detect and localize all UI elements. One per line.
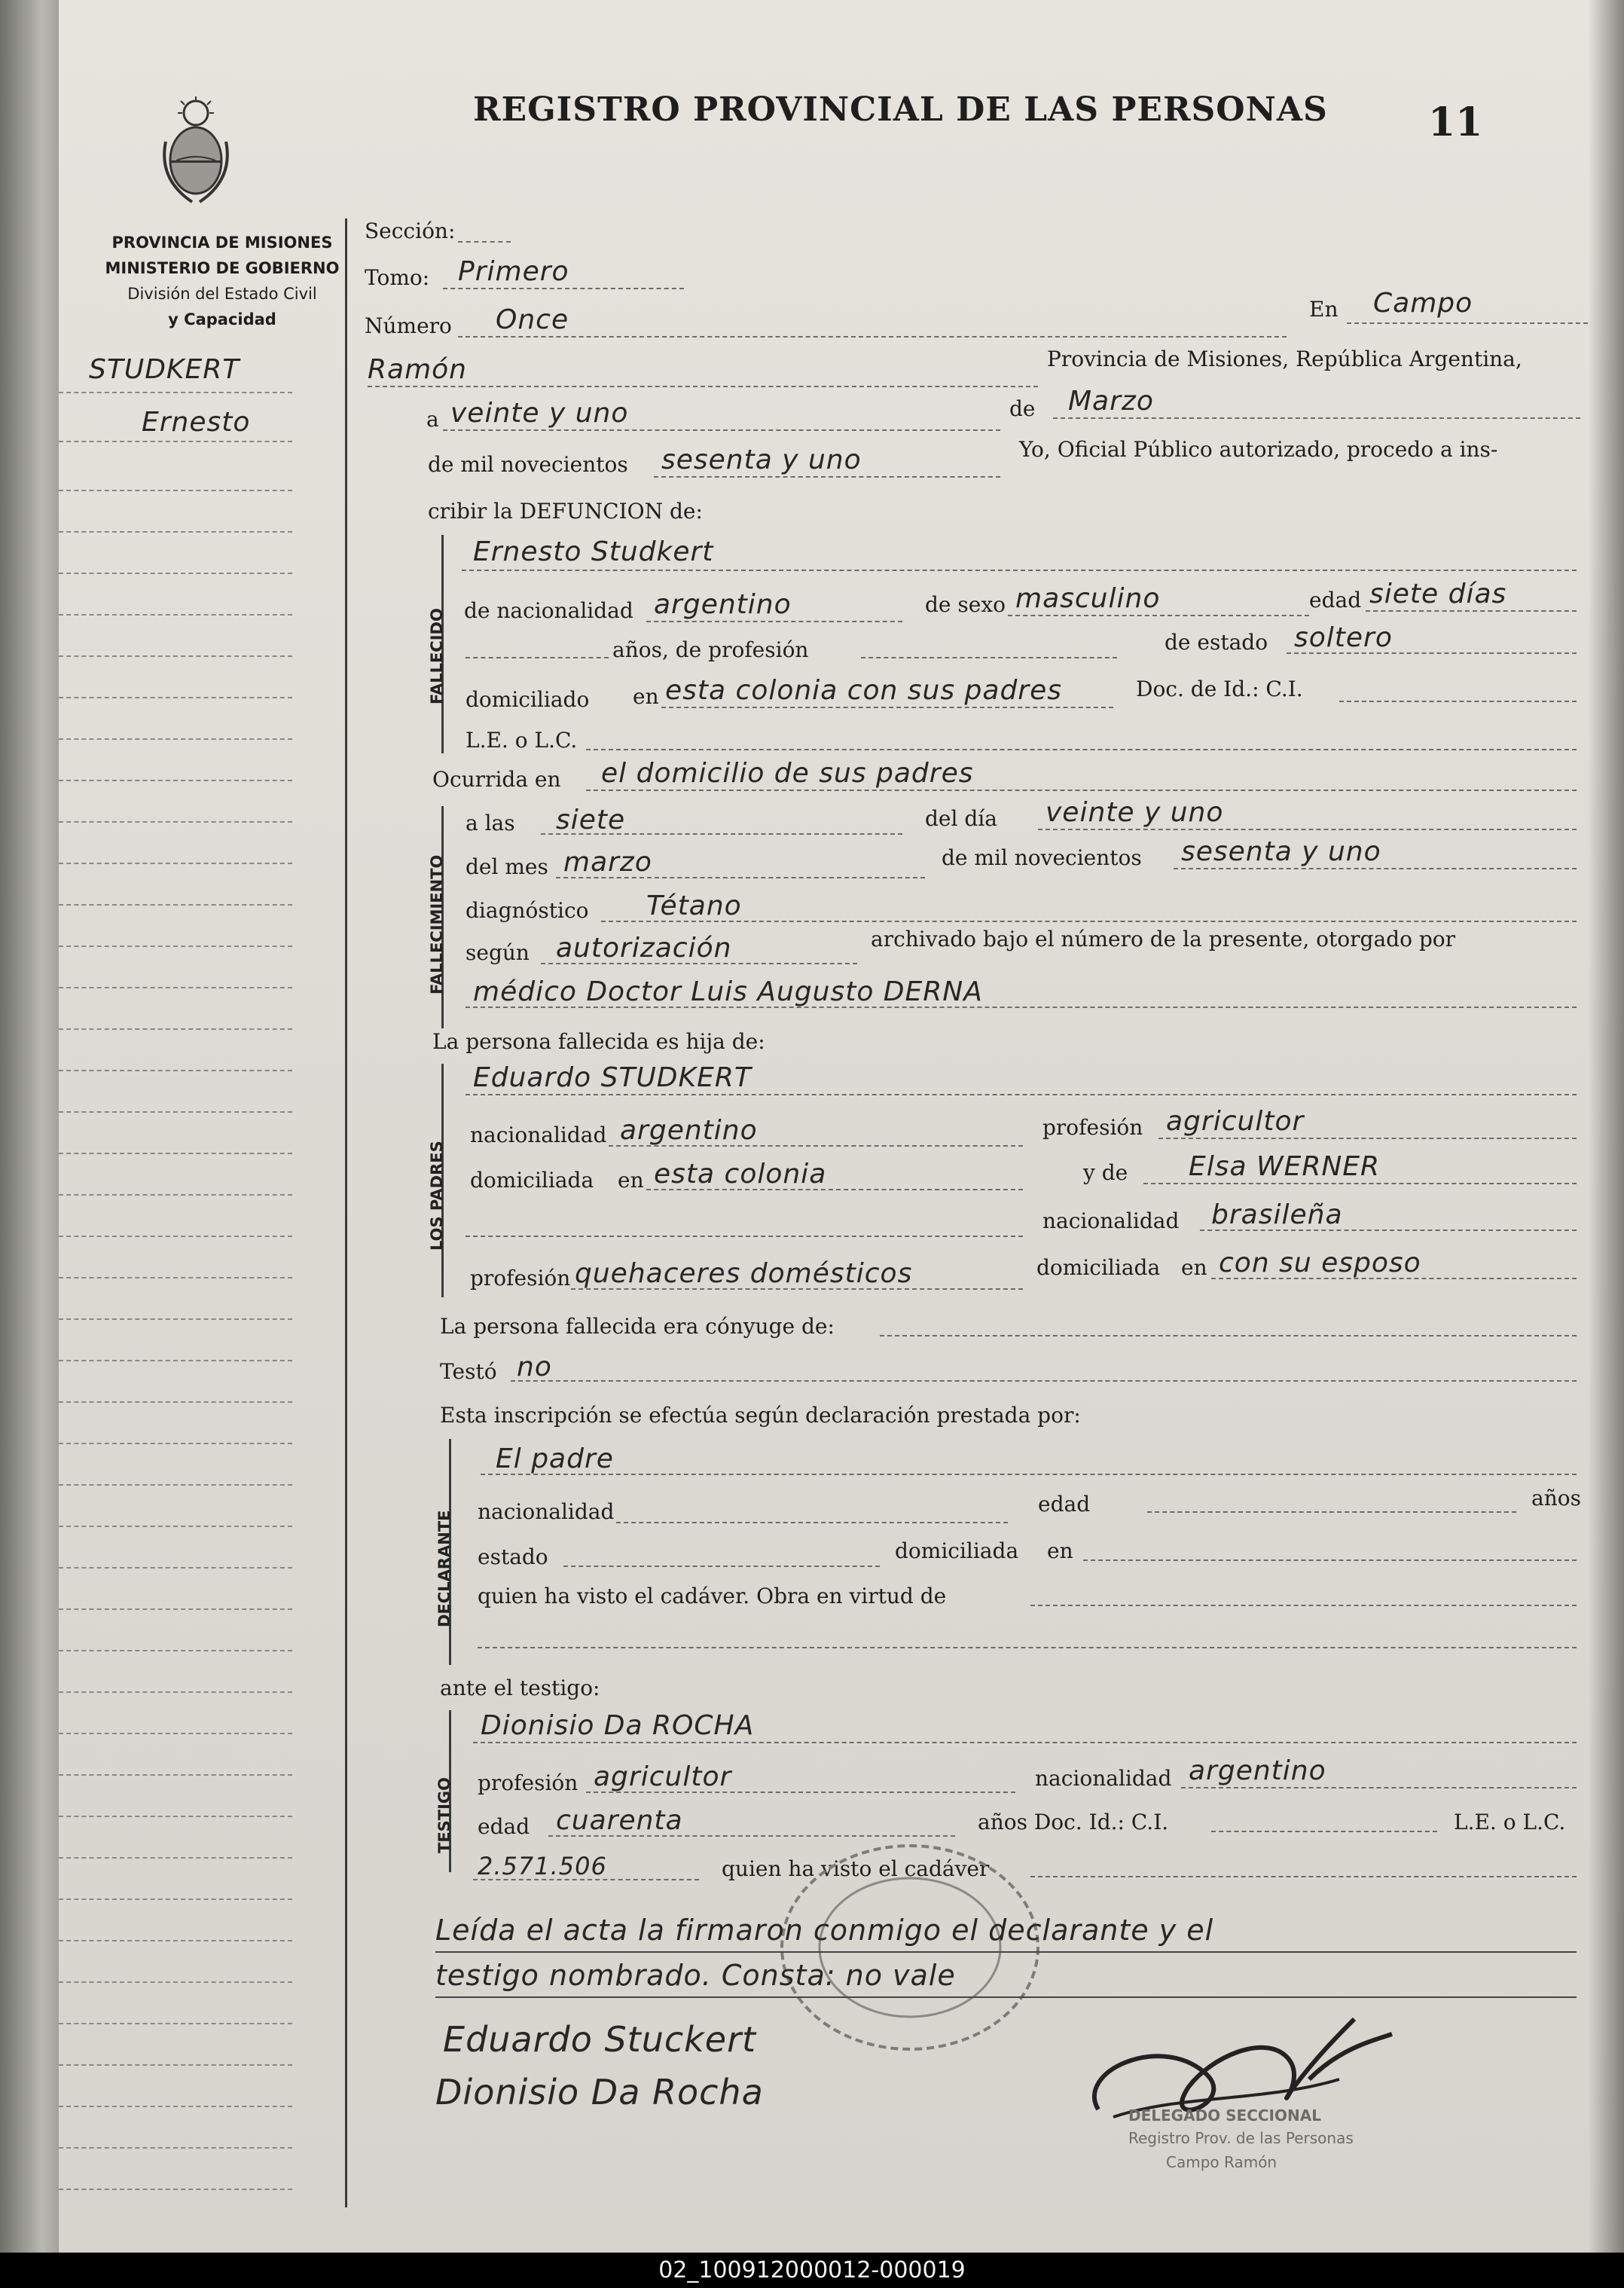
domicilio-value: esta colonia con sus padres xyxy=(665,675,1063,706)
declarante-estado-label: estado xyxy=(478,1544,548,1569)
padre-domiciliada-label: domiciliada xyxy=(470,1168,594,1193)
madre-profesion-value: quehaceres domésticos xyxy=(575,1258,913,1289)
margin-surname: STUDKERT xyxy=(89,354,240,385)
hora-value: siete xyxy=(556,805,626,835)
y-de-label: y de xyxy=(1083,1160,1128,1185)
padre-profesion-value: agricultor xyxy=(1166,1106,1305,1137)
ministry-line-4: y Capacidad xyxy=(168,310,276,328)
testo-value: no xyxy=(517,1352,552,1382)
anio-value: sesenta y uno xyxy=(1181,836,1381,867)
signature-declarante: Eduardo Stuckert xyxy=(443,2019,757,2060)
registry-stamp xyxy=(774,1838,1046,2057)
testigo-doc-value: 2.571.506 xyxy=(478,1852,607,1880)
dia-value: veinte y uno xyxy=(1046,797,1224,828)
nacionalidad-label: de nacionalidad xyxy=(464,598,633,623)
ocurrida-label: Ocurrida en xyxy=(432,767,561,792)
declarante-nacionalidad-label: nacionalidad xyxy=(478,1499,615,1524)
madre-nacionalidad-label: nacionalidad xyxy=(1042,1208,1180,1233)
fallecimiento-section-label: FALLECIMIENTO xyxy=(428,854,446,994)
testigo-nacionalidad-label: nacionalidad xyxy=(1035,1766,1172,1791)
ministry-line-2: MINISTERIO DE GOBIERNO xyxy=(105,259,340,277)
sexo-value: masculino xyxy=(1015,583,1161,614)
doc-id-label: Doc. de Id.: C.I. xyxy=(1136,677,1303,701)
argentina-coat-of-arms-icon xyxy=(151,96,241,209)
declarante-anos-label: años xyxy=(1531,1486,1581,1511)
padre-profesion-label: profesión xyxy=(1042,1115,1143,1140)
stamp-location-text: Campo Ramón xyxy=(1166,2153,1278,2171)
conyuge-label: La persona fallecida era cónyuge de: xyxy=(440,1314,835,1339)
closing-line-1: Leída el acta la firmaron conmigo el declarante y el xyxy=(435,1914,1214,1947)
declarante-en-label: en xyxy=(1047,1538,1073,1563)
padre-nacionalidad-label: nacionalidad xyxy=(470,1123,607,1147)
edad-value: siete días xyxy=(1369,579,1507,609)
en-label: En xyxy=(1309,297,1339,322)
declarante-name: El padre xyxy=(496,1443,614,1474)
padre-domicilio-value: esta colonia xyxy=(654,1159,827,1190)
padre-name: Eduardo STUDKERT xyxy=(473,1062,752,1093)
stamp-registro-text: Registro Prov. de las Personas xyxy=(1128,2129,1354,2147)
seccion-label: Sección: xyxy=(365,218,456,243)
domicilio-label: domiciliado xyxy=(466,687,590,712)
ocurrida-value: el domicilio de sus padres xyxy=(601,758,974,789)
segun-value: autorización xyxy=(556,933,732,964)
de-label: de xyxy=(1009,396,1036,421)
padres-section-label: LOS PADRES xyxy=(428,1141,446,1251)
page-edge-shadow xyxy=(1588,0,1624,2253)
adjacent-page-edge xyxy=(0,0,60,2253)
declarante-domiciliada-label: domiciliada xyxy=(895,1538,1019,1563)
a-label: a xyxy=(426,407,439,432)
testigo-nacionalidad-value: argentino xyxy=(1189,1755,1326,1786)
padres-intro: La persona fallecida es hija de: xyxy=(432,1029,765,1054)
testigo-edad-value: cuarenta xyxy=(556,1805,683,1836)
anos-profesion-label: años, de profesión xyxy=(612,637,809,662)
madre-profesion-label: profesión xyxy=(470,1266,571,1291)
stamp-delegado-text: DELEGADO SECCIONAL xyxy=(1128,2106,1321,2125)
padre-en-label: en xyxy=(618,1168,644,1193)
segun-label: según xyxy=(466,940,530,965)
del-mes-label: del mes xyxy=(466,854,548,879)
archivado-text: archivado bajo el número de la presente, otorgado por xyxy=(871,927,1455,952)
page-number: 11 xyxy=(1428,99,1483,145)
madre-en-label: en xyxy=(1181,1255,1207,1280)
madre-domicilio-value: con su esposo xyxy=(1219,1248,1421,1278)
provincia-text: Provincia de Misiones, República Argentina, xyxy=(1047,347,1522,371)
testigo-edad-label: edad xyxy=(478,1814,530,1839)
madre-name: Elsa WERNER xyxy=(1189,1151,1381,1182)
sexo-label: de sexo xyxy=(925,592,1006,617)
domicilio-en-label: en xyxy=(633,684,659,709)
tomo-label: Tomo: xyxy=(365,265,430,290)
testigo-name: Dionisio Da ROCHA xyxy=(481,1710,755,1741)
testo-label: Testó xyxy=(440,1359,497,1384)
madre-nacionalidad-value: brasileña xyxy=(1211,1199,1343,1230)
testigo-profesion-label: profesión xyxy=(478,1770,578,1795)
oficial-text: Yo, Oficial Público autorizado, procedo a ins- xyxy=(1019,437,1498,462)
estado-label: de estado xyxy=(1165,630,1268,655)
signature-testigo: Dionisio Da Rocha xyxy=(435,2072,764,2112)
ministry-block xyxy=(75,230,369,332)
fallecimiento-mil-label: de mil novecientos xyxy=(942,845,1142,870)
ministry-line-1: PROVINCIA DE MISIONES xyxy=(111,234,333,252)
day-value: veinte y uno xyxy=(450,398,629,429)
testigo-intro: ante el testigo: xyxy=(440,1676,600,1700)
testigo-section-label: TESTIGO xyxy=(435,1776,453,1853)
numero-value: Once xyxy=(496,304,569,335)
closing-line-2: testigo nombrado. Consta: no vale xyxy=(435,1959,956,1992)
edad-label: edad xyxy=(1309,588,1362,612)
testigo-profesion-value: agricultor xyxy=(594,1761,732,1792)
nacionalidad-value: argentino xyxy=(654,589,792,620)
numero-label: Número xyxy=(365,313,452,338)
ministry-line-3: División del Estado Civil xyxy=(127,285,317,303)
del-dia-label: del día xyxy=(925,806,997,831)
month-value: Marzo xyxy=(1068,386,1154,417)
le-lc-label: L.E. o L.C. xyxy=(466,728,578,753)
year-value: sesenta y uno xyxy=(661,444,862,475)
estado-value: soltero xyxy=(1294,622,1393,653)
padre-nacionalidad-value: argentino xyxy=(620,1115,758,1146)
a-las-label: a las xyxy=(466,811,515,835)
fallecido-section-label: FALLECIDO xyxy=(428,608,446,704)
page-title: REGISTRO PROVINCIAL DE LAS PERSONAS xyxy=(473,90,1328,129)
diagnostico-value: Tétano xyxy=(646,890,742,921)
testigo-anos-doc-label: años Doc. Id.: C.I. xyxy=(978,1810,1169,1834)
margin-given-name: Ernesto xyxy=(142,407,251,438)
place-value: Ramón xyxy=(368,354,467,385)
image-caption: 02_100912000012-000019 xyxy=(0,2253,1624,2288)
declarante-edad-label: edad xyxy=(1038,1492,1091,1517)
testigo-le-label: L.E. o L.C. xyxy=(1454,1810,1566,1834)
madre-domiciliada-label: domiciliada xyxy=(1036,1255,1161,1280)
declarante-cadaver-text: quien ha visto el cadáver. Obra en virtud de xyxy=(478,1584,947,1608)
fallecido-name: Ernesto Studkert xyxy=(473,536,714,567)
en-value: Campo xyxy=(1373,288,1473,319)
diagnostico-label: diagnóstico xyxy=(466,898,589,923)
inscribir-text: cribir la DEFUNCION de: xyxy=(428,499,703,524)
mes-value: marzo xyxy=(563,847,652,878)
declarante-section-label: DECLARANTE xyxy=(435,1510,453,1627)
testigo-cadaver-text: quien ha visto el cadáver xyxy=(722,1856,990,1881)
mil-novecientos-label: de mil novecientos xyxy=(428,452,628,477)
medico-value: médico Doctor Luis Augusto DERNA xyxy=(473,976,983,1007)
register-page xyxy=(59,0,1624,2253)
declarante-intro: Esta inscripción se efectúa según declaración prestada por: xyxy=(440,1403,1081,1428)
tomo-value: Primero xyxy=(458,256,569,287)
